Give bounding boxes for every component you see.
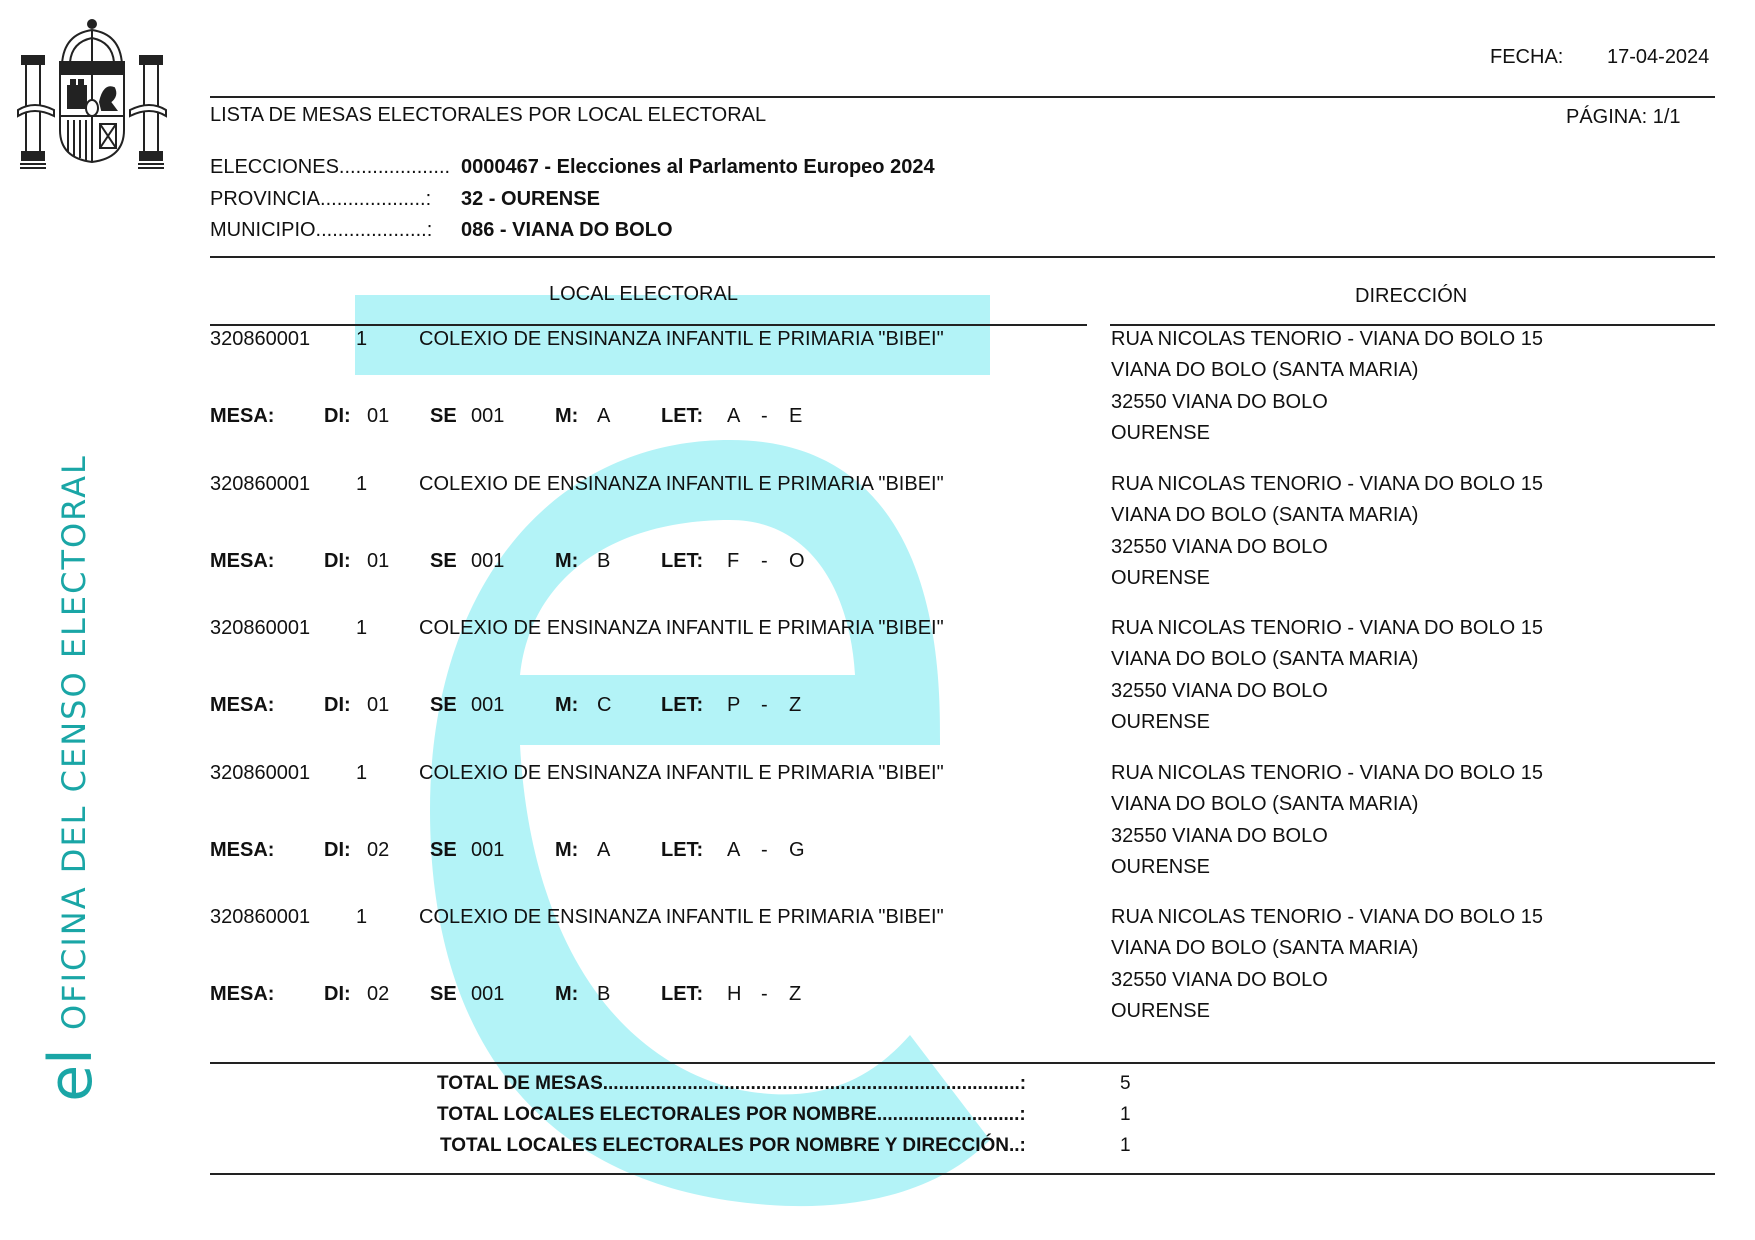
address-line-2: VIANA DO BOLO (SANTA MARIA) [1111,792,1419,815]
let-dash: - [761,983,768,1005]
se-label: SE [430,405,457,427]
let-label: LET: [661,405,704,427]
m-value: B [597,549,611,572]
se-label: SE [430,549,457,572]
mesa-label: MESA: [210,549,275,572]
address-line-4: OURENSE [1111,711,1210,733]
let-label: LET: [661,694,704,716]
local-number: 1 [356,617,368,639]
coat-of-arms-icon [14,12,170,172]
se-value: 001 [471,405,505,427]
m-label: M: [555,983,579,1005]
se-value: 001 [471,983,505,1005]
di-value: 01 [367,405,390,427]
table-row [0,762,1755,907]
local-number: 1 [356,472,368,495]
let-from: P [727,694,741,716]
let-to: Z [789,694,802,716]
divider [210,1062,1715,1064]
side-brand-text: OFICINA DEL CENSO ELECTORAL [55,454,93,1030]
address-line-4: OURENSE [1111,422,1210,444]
local-name: COLEXIO DE ENSINANZA INFANTIL E PRIMARIA "BIBEI" [419,761,944,784]
se-value: 001 [471,838,505,861]
m-value: A [597,838,611,861]
m-label: M: [555,838,579,861]
divider [210,256,1715,258]
local-name: COLEXIO DE ENSINANZA INFANTIL E PRIMARIA "BIBEI" [419,617,944,639]
address-line-4: OURENSE [1111,855,1210,878]
mesa-label: MESA: [210,405,275,427]
table-row [0,906,1755,1051]
address-line-3: 32550 VIANA DO BOLO [1111,824,1328,847]
fecha-value: 17-04-2024 [1607,46,1710,68]
fecha-label: FECHA: [1490,46,1564,68]
address-line-4: OURENSE [1111,1000,1210,1022]
m-value: C [597,694,612,716]
address-line-4: OURENSE [1111,566,1210,589]
table-row [0,328,1755,473]
local-number: 1 [356,328,368,350]
let-from: A [727,405,741,427]
m-label: M: [555,405,579,427]
address-line-2: VIANA DO BOLO (SANTA MARIA) [1111,503,1419,526]
address-line-3: 32550 VIANA DO BOLO [1111,680,1328,702]
mesa-label: MESA: [210,838,275,861]
di-label: DI: [324,838,351,861]
let-label: LET: [661,549,704,572]
se-value: 001 [471,549,505,572]
let-dash: - [761,838,768,861]
mesa-label: MESA: [210,694,275,716]
local-code: 320860001 [210,761,311,784]
di-label: DI: [324,549,351,572]
let-dash: - [761,405,768,427]
let-to: O [789,549,805,572]
total-locales-nombre-dir-value: 1 [1120,1135,1131,1156]
column-header-local: LOCAL ELECTORAL [549,283,738,305]
provincia-value: 32 - OURENSE [461,188,600,210]
let-to: Z [789,983,802,1005]
provincia-label: PROVINCIA...................: [210,188,432,210]
m-label: M: [555,549,579,572]
se-label: SE [430,838,457,861]
let-from: H [727,983,742,1005]
address-line-3: 32550 VIANA DO BOLO [1111,391,1328,413]
local-name: COLEXIO DE ENSINANZA INFANTIL E PRIMARIA "BIBEI" [419,472,944,495]
let-to: G [789,838,805,861]
total-locales-nombre-value: 1 [1120,1104,1131,1125]
let-label: LET: [661,838,704,861]
column-header-direccion: DIRECCIÓN [1355,285,1468,307]
se-label: SE [430,983,457,1005]
let-dash: - [761,694,768,716]
di-value: 02 [367,983,390,1005]
m-label: M: [555,694,579,716]
local-code: 320860001 [210,617,311,639]
total-locales-nombre-label: TOTAL LOCALES ELECTORALES POR NOMBRE...........................: [437,1104,1026,1125]
report-title: LISTA DE MESAS ELECTORALES POR LOCAL ELECTORAL [210,104,767,126]
local-code: 320860001 [210,328,311,350]
mesa-label: MESA: [210,983,275,1005]
m-value: A [597,405,611,427]
m-value: B [597,983,611,1005]
local-name: COLEXIO DE ENSINANZA INFANTIL E PRIMARIA "BIBEI" [419,328,944,350]
di-value: 02 [367,838,390,861]
address-line-2: VIANA DO BOLO (SANTA MARIA) [1111,359,1419,381]
di-label: DI: [324,405,351,427]
di-label: DI: [324,983,351,1005]
local-number: 1 [356,906,368,928]
local-name: COLEXIO DE ENSINANZA INFANTIL E PRIMARIA "BIBEI" [419,906,944,928]
page-number: PÁGINA: 1/1 [1566,106,1681,128]
side-brand-logo: el [35,1048,106,1102]
local-number: 1 [356,761,368,784]
let-dash: - [761,549,768,572]
table-row [0,617,1755,762]
let-from: A [727,838,741,861]
let-to: E [789,405,803,427]
local-code: 320860001 [210,472,311,495]
address-line-2: VIANA DO BOLO (SANTA MARIA) [1111,937,1419,959]
address-line-1: RUA NICOLAS TENORIO - VIANA DO BOLO 15 [1111,617,1543,639]
table-row [0,473,1755,618]
total-mesas-label: TOTAL DE MESAS...............................................................................: [437,1073,1027,1094]
address-line-1: RUA NICOLAS TENORIO - VIANA DO BOLO 15 [1111,472,1543,495]
municipio-label: MUNICIPIO....................: [210,219,433,241]
elecciones-label: ELECCIONES.................... [210,156,451,178]
local-code: 320860001 [210,906,311,928]
address-line-2: VIANA DO BOLO (SANTA MARIA) [1111,648,1419,670]
divider [1110,324,1715,326]
address-line-3: 32550 VIANA DO BOLO [1111,969,1328,991]
di-value: 01 [367,549,390,572]
elecciones-value: 0000467 - Elecciones al Parlamento Europeo 2024 [461,156,935,178]
divider [210,96,1715,98]
municipio-value: 086 - VIANA DO BOLO [461,219,673,241]
se-value: 001 [471,694,505,716]
address-line-3: 32550 VIANA DO BOLO [1111,535,1328,558]
divider [210,324,1087,326]
address-line-1: RUA NICOLAS TENORIO - VIANA DO BOLO 15 [1111,761,1543,784]
di-label: DI: [324,694,351,716]
total-mesas-value: 5 [1120,1073,1131,1094]
address-line-1: RUA NICOLAS TENORIO - VIANA DO BOLO 15 [1111,328,1543,350]
divider [210,1173,1715,1175]
address-line-1: RUA NICOLAS TENORIO - VIANA DO BOLO 15 [1111,906,1543,928]
di-value: 01 [367,694,390,716]
se-label: SE [430,694,457,716]
let-label: LET: [661,983,704,1005]
let-from: F [727,549,740,572]
total-locales-nombre-dir-label: TOTAL LOCALES ELECTORALES POR NOMBRE Y DIRECCIÓN..: [440,1135,1026,1156]
